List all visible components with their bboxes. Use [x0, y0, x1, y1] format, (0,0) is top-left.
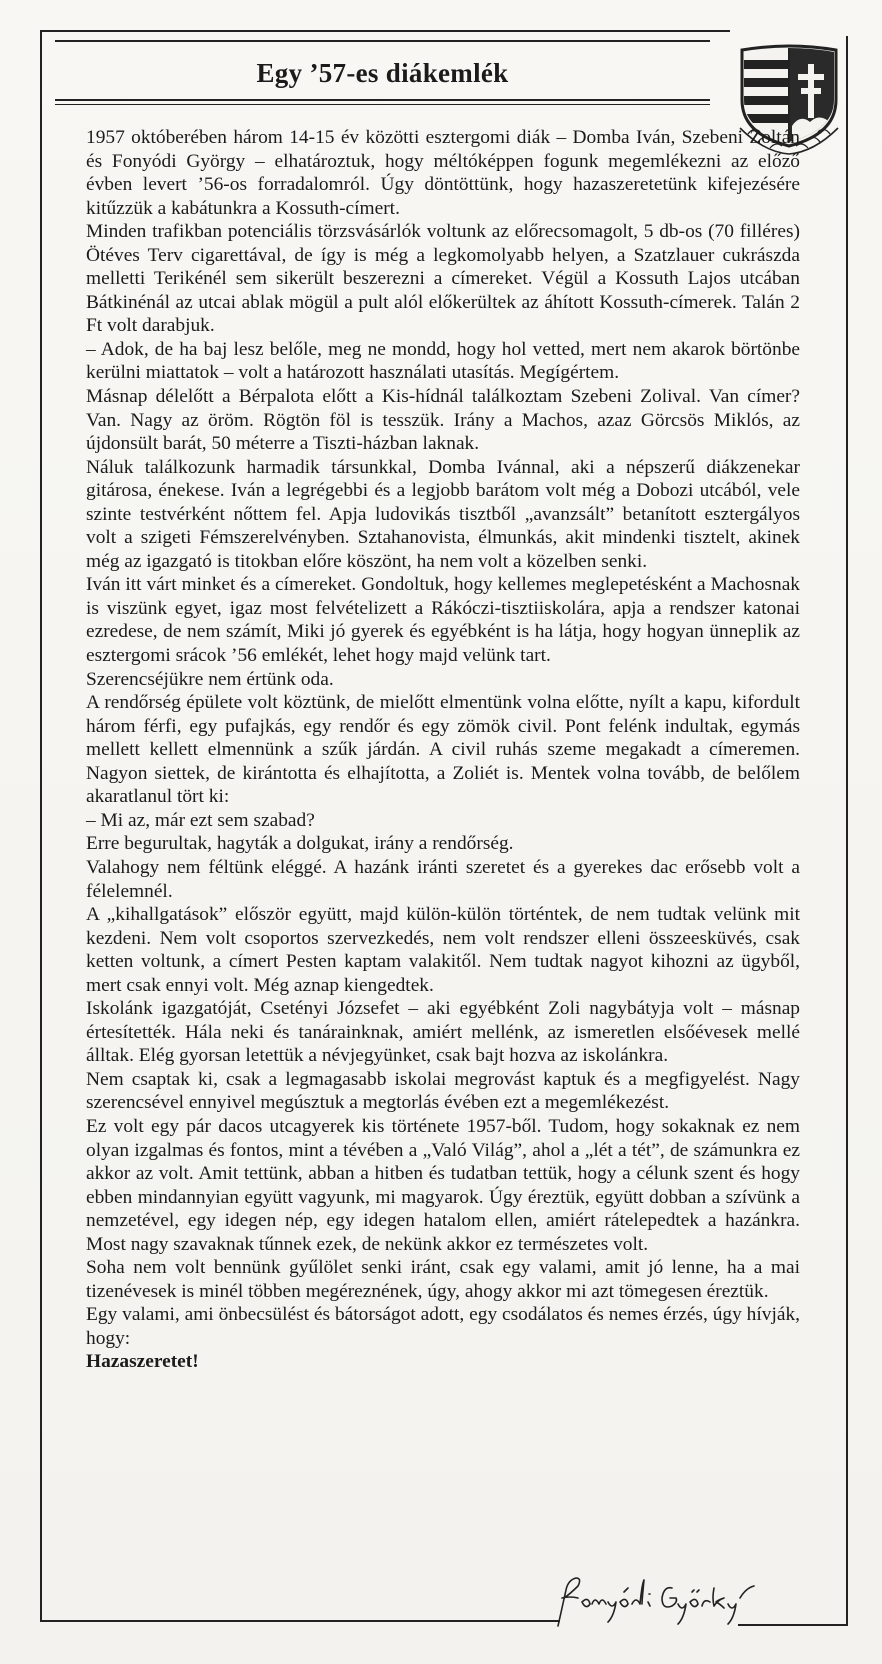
paragraph: Iskolánk igazgatóját, Csetényi Józsefet – aki egyébként Zoli nagybátyja volt – másnap értesítették. Hála neki és tanárainknak, amiért mellénk, az ismeretlen elsőévesek mellé álltak. Elég gyorsan letettük a névjegyünket, csak bajt hozva az iskolánkra.	[86, 998, 800, 1067]
frame-border-bottom	[40, 1620, 560, 1622]
paragraph: Egy valami, ami önbecsülést és bátorságot adott, egy csodálatos és nemes érzés, úgy hívják, hogy:	[86, 1304, 800, 1349]
signoff: Hazaszeretet!	[86, 1351, 199, 1373]
paragraph: Ez volt egy pár dacos utcagyerek kis története 1957-ből. Tudom, hogy sokaknak ez nem olyan izgalmas és fontos, mint a tévében a „Való Világ”, ahol a „lét a tét”, de számunkra ez akkor az volt. Amit tettünk, abban a hitben és tudatban tettük, hogy a célunk szent és hogy ebben mindannyian együtt vagyunk, mi magyarok. Úgy éreztük, együtt dobban a szívünk a nemzetével, egy idegen nép, egy idegen hatalom ellen, amiért rátelepedtek a hazánkra. Most nagy szavaknak tűnnek ezek, de nekünk akkor ez természetes volt.	[86, 1115, 800, 1255]
paragraph: – Adok, de ha baj lesz belőle, meg ne mondd, hogy hol vetted, mert nem akarok börtönbe kerülni miattatok – volt a határozott használati utasítás. Megígértem.	[86, 338, 800, 384]
paragraph: Náluk találkozunk harmadik társunkkal, Domba Ivánnal, aki a népszerű diákzenekar gitárosa, énekese. Iván a legrégebbi és a legjobb barátom volt még a Dobozi utcából, vele szinte testvérként nőttem fel. Apja ludovikás tisztből „avanzsált” betanított esztergályos volt a szigeti Fémszerelvényben. Sztahanovista, élmunkás, akit mindenki tisztelt, akinek még az igazgató is titokban előre köszönt, ha nem volt a közelben senki.	[86, 456, 800, 572]
paragraph: Soha nem volt bennünk gyűlölet senki iránt, csak egy valami, amit jó lenne, ha a mai tizenévesek is minél többen megéreznének, úgy, ahogy akkor mi azt tömegesen éreztük.	[86, 1257, 800, 1302]
paragraph: A rendőrség épülete volt köztünk, de mielőtt elmentünk volna előtte, nyílt a kapu, kifordult három férfi, egy pufajkás, egy rendőr és egy zömök civil. Pont felénk indultak, egymás mellett kellett elmennünk a szűk járdán. A civil ruhás szeme megakadt a címeremen. Nagyon siettek, de kirántotta és elhajította, a Zoliét is. Mentek volna tovább, de belőlem akaratlanul tört ki:	[86, 692, 800, 808]
paragraph: Iván itt várt minket és a címereket. Gondoltuk, hogy kellemes meglepetésként a Machosnak is viszünk egyet, igaz most felvételizett a Rákóczi-tisztiiskolára, apja a rendszer katonai ezredese, de nem számít, Miki jó gyerek és egyébként is ha látja, hogy hogyan ünneplik az esztergomi srácok ’56 emlékét, lehet hogy majd velünk tart.	[86, 574, 800, 667]
frame-border-top	[40, 30, 730, 32]
paragraph: Minden trafikban potenciális törzsvásárlók voltunk az előrecsomagolt, 5 db-os (70 filléres) Ötéves Terv cigarettával, de így is még a legkomolyabb helyen, a Szatzlauer cukrászda melletti Terikénél sem sikerült beszerezni a címereket. Végül a Kossuth Lajos utcában Bátkinénál az utcai ablak mögül a pult alól előkerültek az áhított Kossuth-címerek. Talán 2 Ft volt darabjuk.	[86, 221, 800, 337]
title-rule-bottom	[55, 99, 710, 101]
handwritten-signature-icon	[548, 1568, 758, 1630]
paragraph: Nem csaptak ki, csak a legmagasabb iskolai megrovást kaptuk és a megfigyelést. Nagy szerencsével ennyivel megúsztuk a megtorlás évében ezt a megemlékezést.	[86, 1068, 800, 1114]
article-title: Egy ’57-es diákemlék	[256, 58, 509, 88]
title-rule-top	[55, 40, 710, 42]
title-rule-bottom-thin	[55, 104, 710, 105]
frame-border-left	[40, 30, 42, 1620]
frame-border-right	[846, 36, 848, 1626]
paragraph: Erre begurultak, hagyták a dolgukat, irány a rendőrség.	[86, 833, 514, 855]
paragraph: 1957 októberében három 14-15 év közötti esztergomi diák – Domba Iván, Szebeni Zoltán és Fonyódi György – elhatároztuk, hogy méltóképpen fogunk megemlékezni az előző évben levert ’56-os forradalomról. Úgy döntöttünk, hogy hazaszeretetünk kifejezésére kitűzzük a kabátunkra a Kossuth-címert.	[86, 127, 800, 219]
paragraph: Másnap délelőtt a Bérpalota előtt a Kis-hídnál találkoztam Szebeni Zolival. Van címer? Van. Nagy az öröm. Rögtön föl is tesszük. Irány a Machos, azaz Görcsös Miklós, az újdonsült barát, 50 méterre a Tiszti-házban laknak.	[86, 386, 800, 455]
article-body	[86, 126, 800, 1374]
paragraph: Valahogy nem féltünk eléggé. A hazánk iránti szeretet és a gyerekes dac erősebb volt a félelemnél.	[86, 856, 800, 902]
paragraph: A „kihallgatások” először együtt, majd külön-külön történtek, de nem tudtak velünk mit kezdeni. Nem volt csoportos szervezkedés, nem volt rendszer elleni összeesküvés, csak ketten voltunk, a címert Pesten kaptam valakitől. Nem tudtak nagyot kihozni az ügyből, mert csak ennyi volt. Még aznap kiengedtek.	[86, 904, 800, 996]
paragraph: Szerencséjükre nem értünk oda.	[86, 668, 334, 690]
paragraph: – Mi az, már ezt sem szabad?	[86, 809, 315, 831]
